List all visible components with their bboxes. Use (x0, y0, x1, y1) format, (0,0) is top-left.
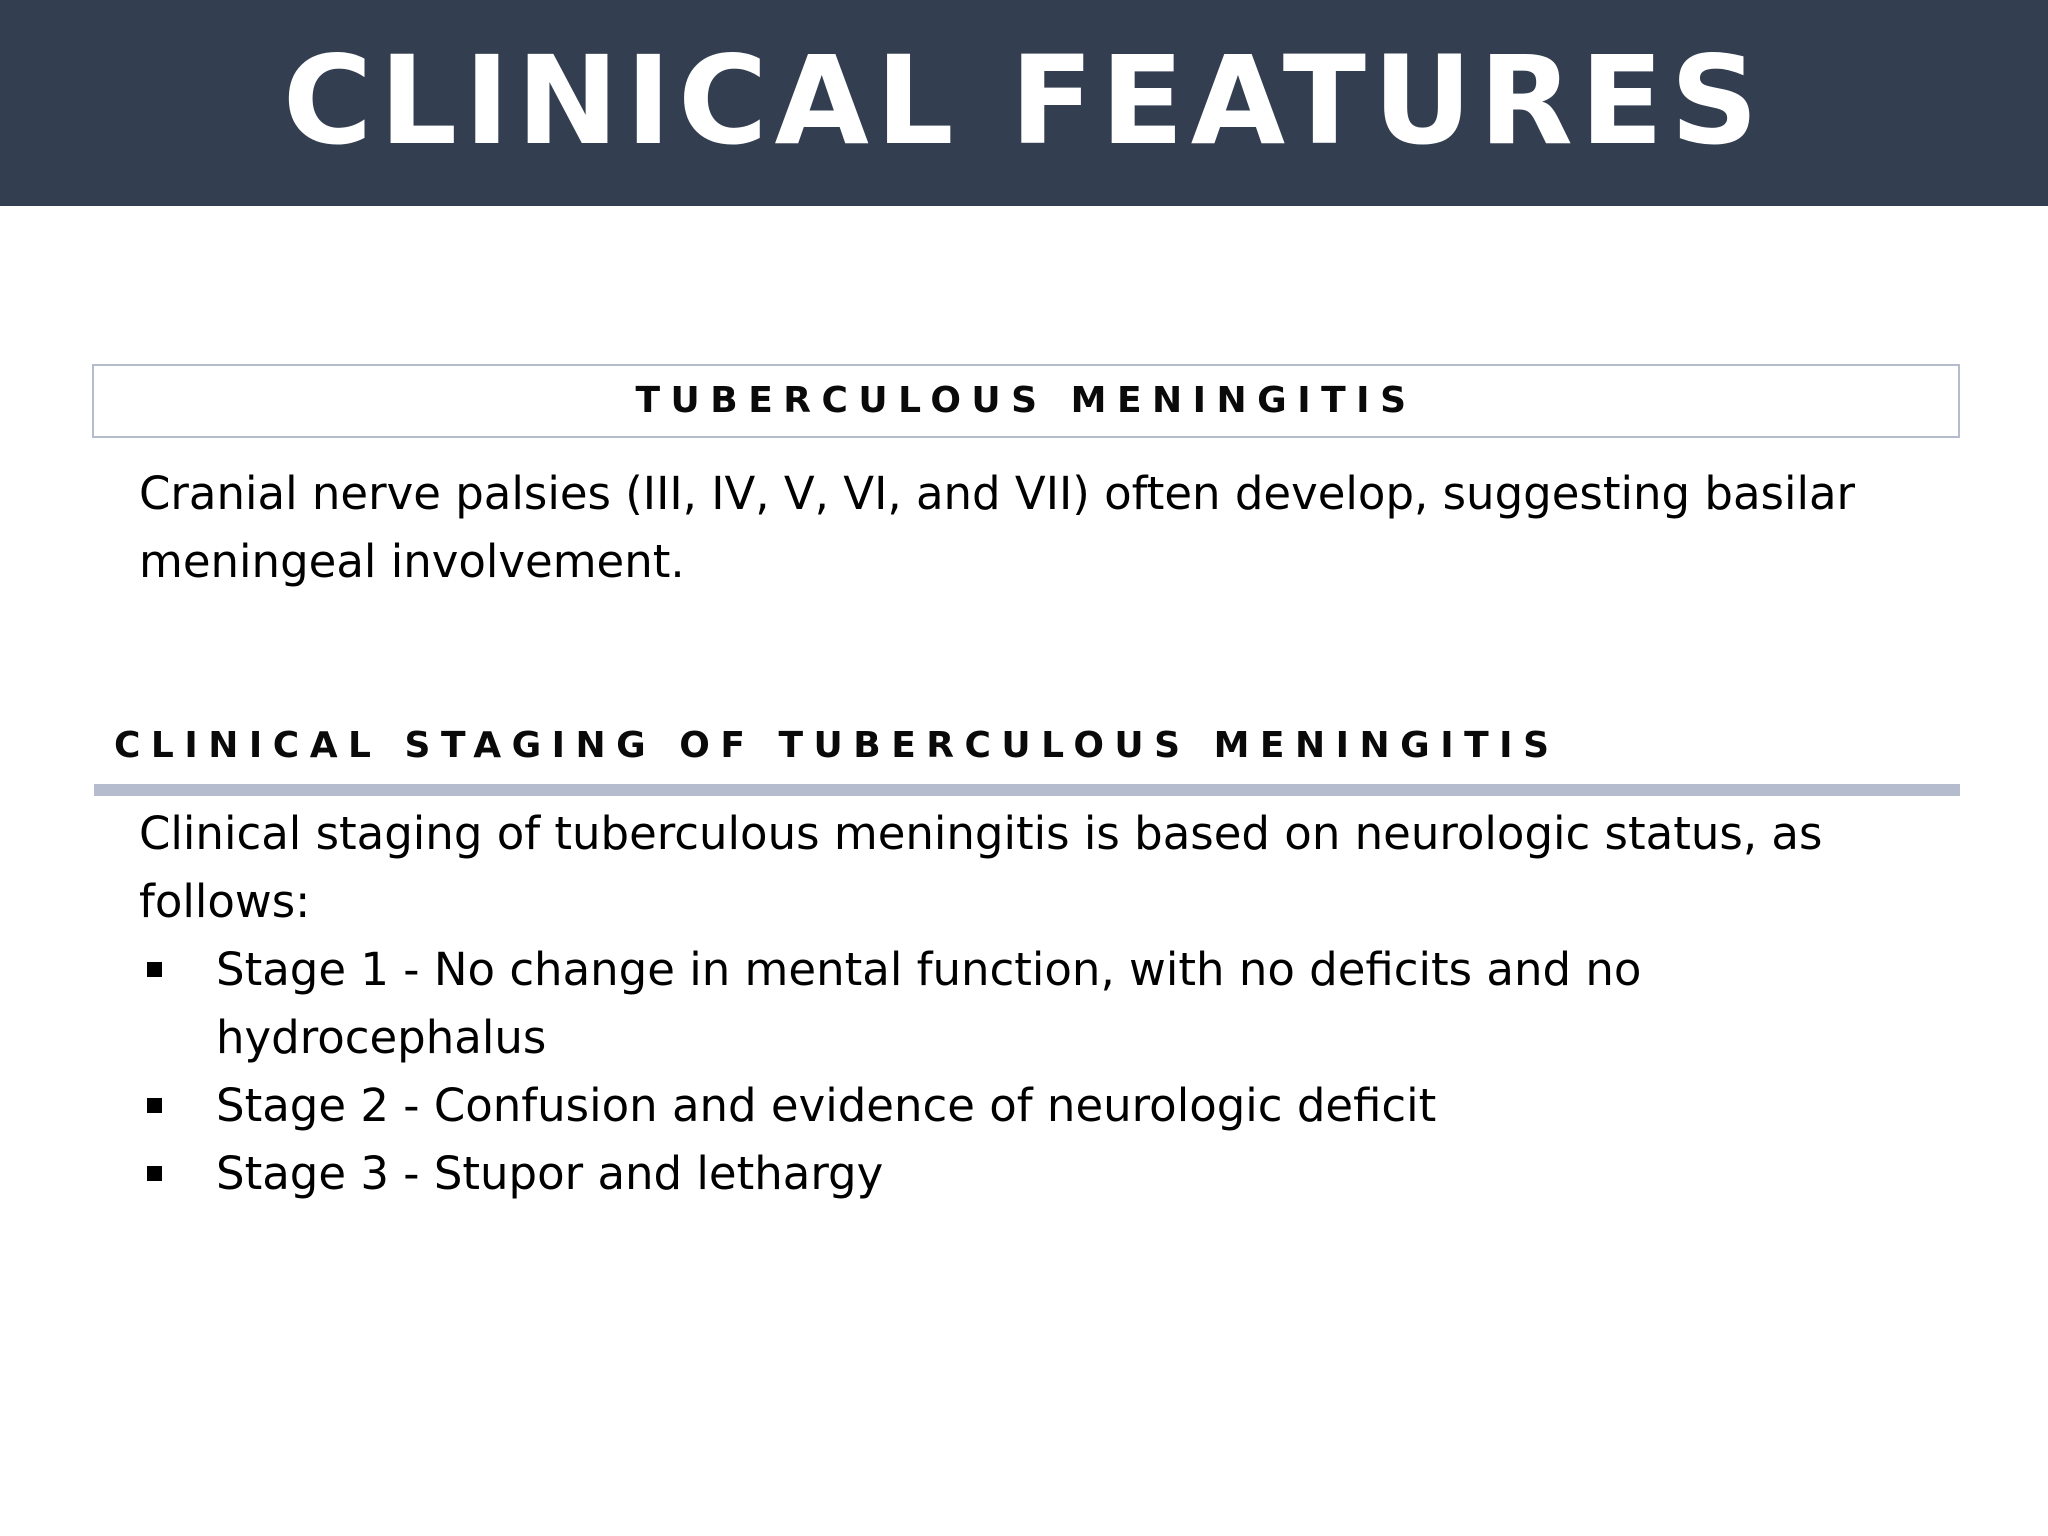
section-body-cranial-nerve: Cranial nerve palsies (III, IV, V, VI, and VII) often develop, suggesting basilar meningeal involvement. (139, 467, 1856, 588)
list-item-stage-3 (139, 1140, 1789, 1208)
square-bullet-icon (147, 1098, 162, 1113)
section-divider (94, 784, 1960, 796)
stage-list (139, 936, 1789, 1208)
title-bar (0, 0, 2048, 206)
square-bullet-icon (147, 962, 162, 977)
list-item-stage-1 (139, 936, 1789, 1072)
slide-title: CLINICAL FEATURES (282, 30, 1766, 172)
square-bullet-icon (147, 1166, 162, 1181)
section-body-staging-intro: Clinical staging of tuberculous meningitis is based on neurologic status, as follows: (139, 807, 1823, 928)
list-item-stage-2 (139, 1072, 1789, 1140)
stage-text: Stage 3 - Stupor and lethargy (216, 1147, 884, 1200)
stage-text: Stage 1 - No change in mental function, with no deficits and no hydrocephalus (216, 943, 1642, 1064)
section-heading-box (92, 364, 1960, 438)
section-heading-tuberculous-meningitis: TUBERCULOUS MENINGITIS (635, 380, 1417, 421)
section-heading-clinical-staging: CLINICAL STAGING OF TUBERCULOUS MENINGITIS (114, 725, 1560, 766)
stage-text: Stage 2 - Confusion and evidence of neurologic deficit (216, 1079, 1437, 1132)
